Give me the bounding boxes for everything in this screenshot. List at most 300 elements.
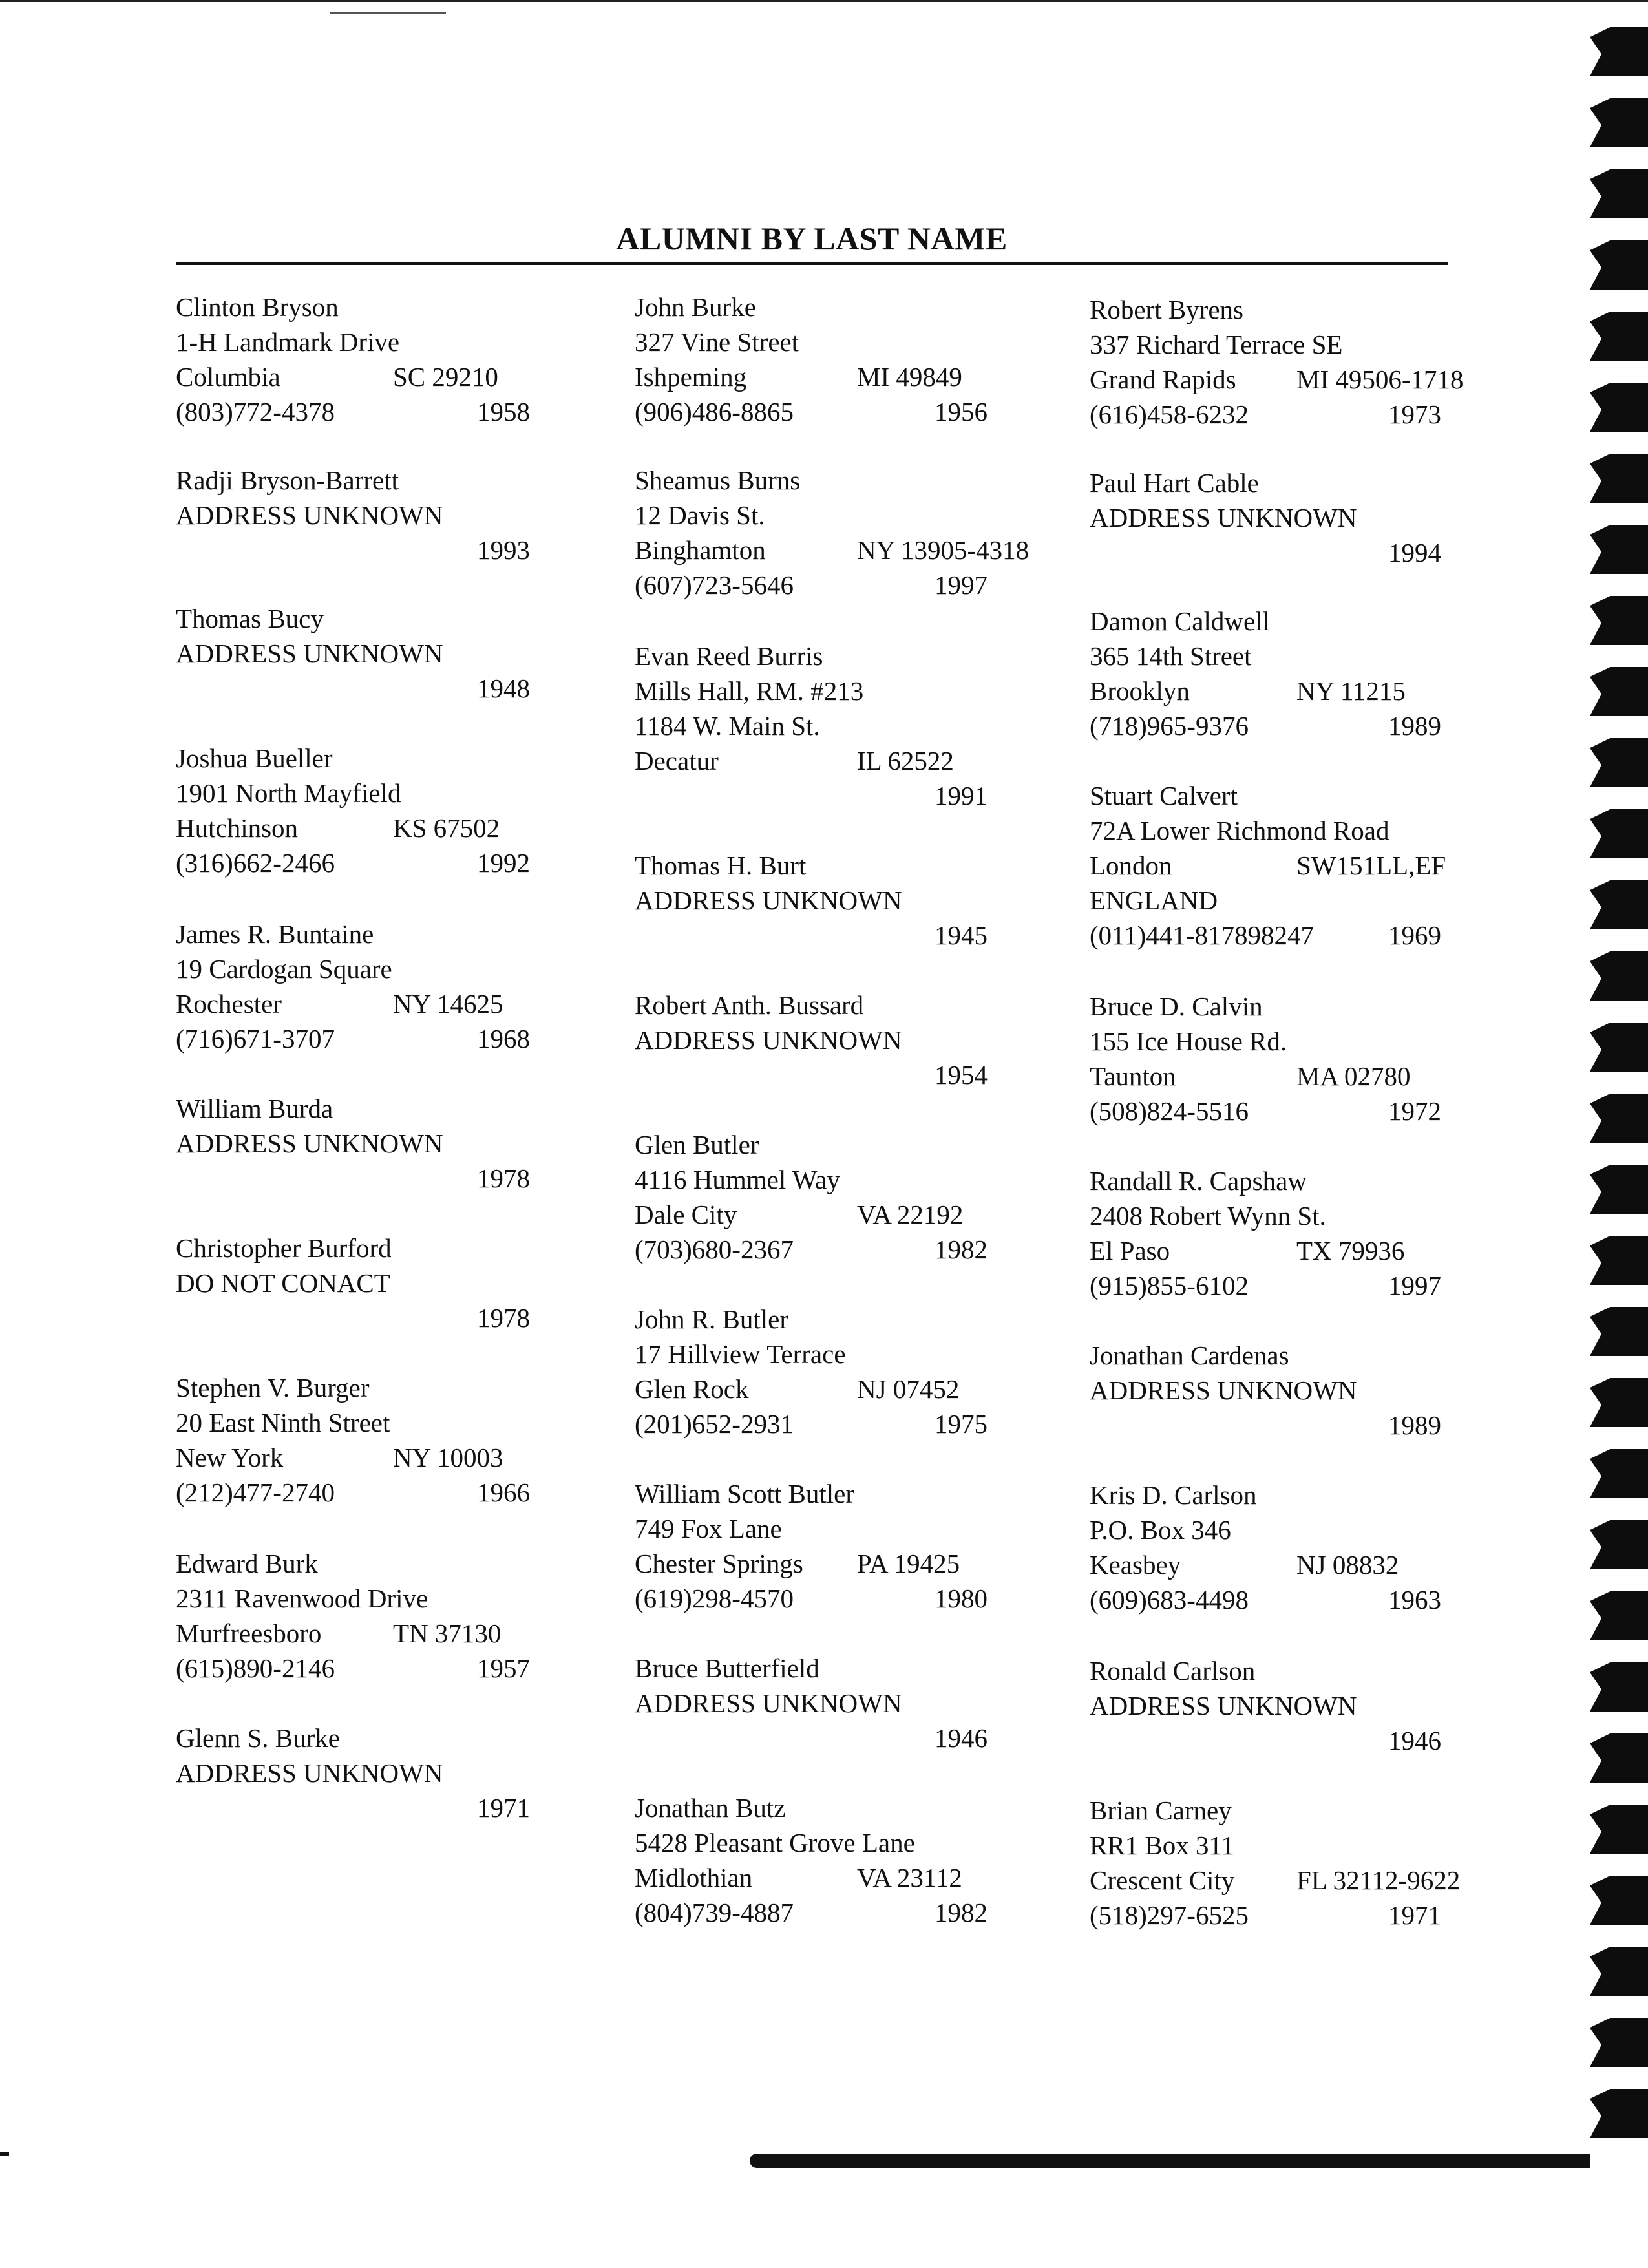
binding-tab <box>1590 2018 1648 2067</box>
alumni-detail-line <box>1090 1723 1493 1758</box>
address-line: 337 Richard Terrace SE <box>1090 330 1343 359</box>
address-line: New York <box>176 1443 284 1472</box>
alumni-name: Randall R. Capshaw <box>1090 1166 1307 1196</box>
alumni-name: John Burke <box>635 292 756 322</box>
address-line: Glen Rock <box>635 1374 749 1404</box>
alumni-detail-line <box>635 778 1039 813</box>
alumni-name: William Scott Butler <box>635 1479 854 1509</box>
alumni-entry <box>635 848 1039 953</box>
class-year: 1954 <box>935 1060 988 1090</box>
binding-tab <box>1590 525 1648 574</box>
alumni-detail-line <box>176 1616 582 1651</box>
alumni-name-line <box>635 1651 1039 1686</box>
alumni-detail-line <box>176 671 582 706</box>
class-year: 1989 <box>1388 1410 1441 1440</box>
state-zip: MI 49849 <box>857 362 962 392</box>
address-line: Ishpeming <box>635 362 747 392</box>
address-line: Rochester <box>176 989 282 1019</box>
alumni-entry <box>1090 292 1493 432</box>
binding-tab <box>1590 1662 1648 1712</box>
state-zip: MI 49506-1718 <box>1296 365 1464 394</box>
binding-tab <box>1590 1947 1648 1996</box>
phone-number: (703)680-2367 <box>635 1235 794 1264</box>
alumni-detail-line <box>176 1161 582 1196</box>
class-year: 1971 <box>1388 1900 1441 1930</box>
class-year: 1956 <box>935 397 988 427</box>
binding-tab <box>1590 1520 1648 1569</box>
alumni-entry <box>176 1721 582 1825</box>
alumni-name: John R. Butler <box>635 1304 789 1334</box>
alumni-detail-line <box>635 498 1039 533</box>
binding-tab <box>1590 1165 1648 1214</box>
alumni-detail-line <box>635 1895 1039 1930</box>
alumni-entry <box>635 1651 1039 1755</box>
alumni-detail-line <box>1090 1828 1493 1863</box>
address-line: London <box>1090 851 1172 880</box>
phone-number: (518)297-6525 <box>1090 1900 1249 1930</box>
address-line: ADDRESS UNKNOWN <box>635 1025 902 1055</box>
state-zip: TX 79936 <box>1296 1236 1405 1266</box>
alumni-name-line <box>176 290 582 324</box>
alumni-name: Edward Burk <box>176 1549 318 1578</box>
class-year: 1994 <box>1388 538 1441 567</box>
binding-tab <box>1590 1094 1648 1143</box>
alumni-detail-line <box>176 1581 582 1616</box>
alumni-entry <box>176 1091 582 1196</box>
alumni-detail-line <box>176 986 582 1021</box>
alumni-detail-line <box>176 1126 582 1161</box>
alumni-entry <box>635 639 1039 813</box>
alumni-entry <box>176 741 582 880</box>
phone-number: (915)855-6102 <box>1090 1271 1249 1300</box>
phone-number: (619)298-4570 <box>635 1584 794 1613</box>
class-year: 1973 <box>1388 399 1441 429</box>
alumni-detail-line <box>176 359 582 394</box>
address-line: RR1 Box 311 <box>1090 1830 1235 1860</box>
state-zip: NY 10003 <box>393 1443 503 1472</box>
alumni-name-line <box>635 1127 1039 1162</box>
alumni-detail-line <box>176 1790 582 1825</box>
alumni-name: Clinton Bryson <box>176 292 339 322</box>
class-year: 1946 <box>935 1723 988 1753</box>
alumni-name: Stephen V. Burger <box>176 1373 370 1403</box>
alumni-name: Evan Reed Burris <box>635 641 823 671</box>
alumni-detail-line <box>1090 1688 1493 1723</box>
alumni-detail-line <box>635 1057 1039 1092</box>
phone-number: (316)662-2466 <box>176 848 335 878</box>
alumni-name-line <box>176 1091 582 1126</box>
alumni-detail-line <box>1090 1024 1493 1059</box>
address-line: 1184 W. Main St. <box>635 711 820 741</box>
address-line: 327 Vine Street <box>635 327 799 357</box>
phone-number: (607)723-5646 <box>635 570 794 600</box>
alumni-detail-line <box>635 918 1039 953</box>
alumni-name-line <box>176 917 582 951</box>
class-year: 1975 <box>935 1409 988 1439</box>
class-year: 1945 <box>935 920 988 950</box>
address-line: 12 Davis St. <box>635 500 765 530</box>
alumni-detail-line <box>1090 500 1493 535</box>
address-line: 2408 Robert Wynn St. <box>1090 1201 1326 1231</box>
alumni-detail-line <box>176 1475 582 1510</box>
alumni-detail-line <box>635 1546 1039 1581</box>
alumni-detail-line <box>1090 1373 1493 1408</box>
address-line: 155 Ice House Rd. <box>1090 1026 1287 1056</box>
alumni-detail-line <box>176 1651 582 1686</box>
class-year: 1972 <box>1388 1096 1441 1126</box>
alumni-name: Paul Hart Cable <box>1090 468 1259 498</box>
class-year: 1978 <box>477 1163 530 1193</box>
alumni-detail-line <box>176 498 582 533</box>
alumni-name-line <box>176 741 582 776</box>
alumni-name-line <box>176 1721 582 1755</box>
alumni-name-line <box>1090 1653 1493 1688</box>
alumni-name-line <box>635 1302 1039 1337</box>
alumni-name: Brian Carney <box>1090 1796 1232 1825</box>
alumni-detail-line <box>1090 1198 1493 1233</box>
address-line: Murfreesboro <box>176 1618 322 1648</box>
address-line: ADDRESS UNKNOWN <box>176 500 443 530</box>
address-line: Mills Hall, RM. #213 <box>635 676 864 706</box>
binding-tab <box>1590 809 1648 858</box>
class-year: 1963 <box>1388 1585 1441 1615</box>
alumni-detail-line <box>1090 883 1493 918</box>
binding-tab <box>1590 1805 1648 1854</box>
alumni-name-line <box>1090 778 1493 813</box>
class-year: 1971 <box>477 1793 530 1823</box>
class-year: 1997 <box>935 570 988 600</box>
address-line: Decatur <box>635 746 719 776</box>
alumni-name: William Burda <box>176 1094 333 1123</box>
alumni-detail-line <box>1090 362 1493 397</box>
alumni-name: Christopher Burford <box>176 1233 392 1263</box>
class-year: 1993 <box>477 535 530 565</box>
binding-tab <box>1590 1733 1648 1783</box>
alumni-detail-line <box>176 636 582 671</box>
binding-tab <box>1590 951 1648 1001</box>
alumni-detail-line <box>1090 1094 1493 1129</box>
state-zip: TN 37130 <box>393 1618 502 1648</box>
alumni-name: Stuart Calvert <box>1090 781 1238 811</box>
address-line: Hutchinson <box>176 813 299 843</box>
address-line: 4116 Hummel Way <box>635 1165 840 1194</box>
state-zip: KS 67502 <box>393 813 500 843</box>
address-line: Midlothian <box>635 1863 753 1892</box>
address-line: ADDRESS UNKNOWN <box>176 1129 443 1158</box>
binding-tab <box>1590 1876 1648 1925</box>
address-line: Grand Rapids <box>1090 365 1236 394</box>
alumni-detail-line <box>176 1300 582 1335</box>
phone-number: (011)441-817898247 <box>1090 920 1314 950</box>
address-line: ADDRESS UNKNOWN <box>635 1688 902 1718</box>
alumni-name-line <box>176 463 582 498</box>
alumni-entry <box>1090 1338 1493 1443</box>
address-line: Binghamton <box>635 535 766 565</box>
alumni-detail-line <box>635 1511 1039 1546</box>
alumni-name: Thomas H. Burt <box>635 851 807 880</box>
address-line: 19 Cardogan Square <box>176 954 392 984</box>
address-line: 365 14th Street <box>1090 641 1252 671</box>
alumni-entry <box>176 463 582 567</box>
address-line: Keasbey <box>1090 1550 1181 1580</box>
alumni-detail-line <box>176 811 582 845</box>
alumni-name: Joshua Bueller <box>176 743 333 773</box>
binding-tab <box>1590 596 1648 645</box>
alumni-detail-line <box>1090 1863 1493 1898</box>
alumni-name-line <box>1090 465 1493 500</box>
alumni-entry <box>635 988 1039 1092</box>
alumni-detail-line <box>176 951 582 986</box>
class-year: 1992 <box>477 848 530 878</box>
phone-number: (716)671-3707 <box>176 1024 335 1054</box>
alumni-entry <box>635 463 1039 602</box>
phone-number: (616)458-6232 <box>1090 399 1249 429</box>
alumni-entry <box>176 1546 582 1686</box>
address-line: ADDRESS UNKNOWN <box>1090 1375 1357 1405</box>
alumni-name: Damon Caldwell <box>1090 606 1270 636</box>
alumni-entry <box>176 290 582 429</box>
state-zip: MA 02780 <box>1296 1061 1411 1091</box>
address-line: ADDRESS UNKNOWN <box>176 639 443 668</box>
alumni-entry <box>1090 604 1493 743</box>
alumni-detail-line <box>635 1162 1039 1197</box>
alumni-name: Glen Butler <box>635 1130 759 1160</box>
alumni-entry <box>176 917 582 1056</box>
address-line: P.O. Box 346 <box>1090 1515 1231 1545</box>
alumni-detail-line <box>176 1021 582 1056</box>
binding-tab <box>1590 98 1648 147</box>
alumni-detail-line <box>1090 1059 1493 1094</box>
alumni-name-line <box>635 988 1039 1023</box>
alumni-name-line <box>635 290 1039 324</box>
binding-tab <box>1590 880 1648 929</box>
class-year: 1946 <box>1388 1726 1441 1755</box>
phone-number: (804)739-4887 <box>635 1898 794 1927</box>
alumni-detail-line <box>1090 1233 1493 1268</box>
alumni-name-line <box>176 601 582 636</box>
address-line: Taunton <box>1090 1061 1176 1091</box>
alumni-detail-line <box>1090 535 1493 570</box>
class-year: 1969 <box>1388 920 1441 950</box>
alumni-detail-line <box>176 1440 582 1475</box>
alumni-name: Bruce D. Calvin <box>1090 991 1263 1021</box>
alumni-detail-line <box>1090 1547 1493 1582</box>
alumni-entry <box>1090 1653 1493 1758</box>
alumni-entry <box>635 1790 1039 1930</box>
alumni-name-line <box>1090 292 1493 327</box>
alumni-name: Ronald Carlson <box>1090 1656 1256 1686</box>
address-line: 72A Lower Richmond Road <box>1090 816 1389 845</box>
alumni-detail-line <box>635 1686 1039 1721</box>
alumni-name-line <box>635 1790 1039 1825</box>
alumni-detail-line <box>176 533 582 567</box>
phone-number: (615)890-2146 <box>176 1653 335 1683</box>
alumni-name-line <box>635 1476 1039 1511</box>
class-year: 1989 <box>1388 711 1441 741</box>
alumni-name-line <box>635 848 1039 883</box>
alumni-detail-line <box>635 324 1039 359</box>
binding-tab <box>1590 1023 1648 1072</box>
alumni-detail-line <box>635 533 1039 567</box>
alumni-detail-line <box>635 1023 1039 1057</box>
alumni-name: Jonathan Cardenas <box>1090 1341 1289 1370</box>
alumni-detail-line <box>635 359 1039 394</box>
alumni-name: Kris D. Carlson <box>1090 1480 1257 1510</box>
binding-tab <box>1590 1378 1648 1427</box>
alumni-detail-line <box>176 1755 582 1790</box>
phone-number: (508)824-5516 <box>1090 1096 1249 1126</box>
alumni-entry <box>635 1302 1039 1441</box>
binding-tab <box>1590 738 1648 787</box>
alumni-name: Jonathan Butz <box>635 1793 786 1823</box>
page-heading <box>176 216 1448 265</box>
state-zip: NY 11215 <box>1296 676 1406 706</box>
alumni-detail-line <box>635 673 1039 708</box>
state-zip: NJ 08832 <box>1296 1550 1399 1580</box>
address-line: 5428 Pleasant Grove Lane <box>635 1828 915 1858</box>
state-zip: SW151LL,EF <box>1296 851 1446 880</box>
state-zip: SC 29210 <box>393 362 498 392</box>
alumni-detail-line <box>176 1266 582 1300</box>
class-year: 1948 <box>477 673 530 703</box>
address-line: 749 Fox Lane <box>635 1514 782 1543</box>
alumni-name: Radji Bryson-Barrett <box>176 465 399 495</box>
class-year: 1991 <box>935 781 988 811</box>
class-year: 1997 <box>1388 1271 1441 1300</box>
alumni-entry <box>176 1231 582 1335</box>
class-year: 1958 <box>477 397 530 427</box>
address-line: Crescent City <box>1090 1865 1235 1895</box>
binding-tab <box>1590 312 1648 361</box>
alumni-detail-line <box>176 394 582 429</box>
address-line: 1-H Landmark Drive <box>176 327 400 357</box>
scan-mark <box>330 12 446 14</box>
binding-tab <box>1590 1591 1648 1640</box>
alumni-name-line <box>1090 1478 1493 1512</box>
alumni-entry <box>1090 1478 1493 1617</box>
alumni-name-line <box>1090 1163 1493 1198</box>
state-zip: NY 14625 <box>393 989 503 1019</box>
alumni-name: Thomas Bucy <box>176 604 324 633</box>
alumni-detail-line <box>1090 918 1493 953</box>
state-zip: IL 62522 <box>857 746 954 776</box>
class-year: 1966 <box>477 1478 530 1507</box>
state-zip: FL 32112-9622 <box>1296 1865 1461 1895</box>
address-line: 17 Hillview Terrace <box>635 1339 846 1369</box>
binding-tab <box>1590 1236 1648 1285</box>
alumni-detail-line <box>635 1337 1039 1372</box>
alumni-detail-line <box>635 1406 1039 1441</box>
alumni-detail-line <box>1090 397 1493 432</box>
alumni-name: James R. Buntaine <box>176 919 374 949</box>
binding-tab <box>1590 2089 1648 2138</box>
state-zip: NJ 07452 <box>857 1374 960 1404</box>
spiral-binding <box>1577 19 1648 2165</box>
phone-number: (201)652-2931 <box>635 1409 794 1439</box>
alumni-detail-line <box>635 743 1039 778</box>
phone-number: (718)965-9376 <box>1090 711 1249 741</box>
class-year: 1978 <box>477 1303 530 1333</box>
address-line: ENGLAND <box>1090 885 1218 915</box>
alumni-name-line <box>176 1231 582 1266</box>
alumni-detail-line <box>635 1581 1039 1616</box>
binding-tab <box>1590 1449 1648 1498</box>
state-zip: VA 23112 <box>857 1863 962 1892</box>
address-line: DO NOT CONACT <box>176 1268 390 1298</box>
alumni-name: Robert Byrens <box>1090 295 1243 324</box>
alumni-name: Bruce Butterfield <box>635 1653 819 1683</box>
alumni-detail-line <box>635 1825 1039 1860</box>
page-title: ALUMNI BY LAST NAME <box>616 220 1008 257</box>
alumni-detail-line <box>1090 1898 1493 1933</box>
alumni-detail-line <box>1090 639 1493 673</box>
address-line: Dale City <box>635 1200 737 1229</box>
alumni-entry <box>635 1476 1039 1616</box>
alumni-detail-line <box>176 1405 582 1440</box>
alumni-entry <box>1090 465 1493 570</box>
state-zip: PA 19425 <box>857 1549 960 1578</box>
alumni-detail-line <box>1090 1582 1493 1617</box>
alumni-detail-line <box>635 708 1039 743</box>
alumni-detail-line <box>176 776 582 811</box>
alumni-detail-line <box>1090 848 1493 883</box>
address-line: El Paso <box>1090 1236 1170 1266</box>
alumni-detail-line <box>1090 1408 1493 1443</box>
state-zip: NY 13905-4318 <box>857 535 1030 565</box>
alumni-name-line <box>635 463 1039 498</box>
binding-tab <box>1590 667 1648 716</box>
phone-number: (212)477-2740 <box>176 1478 335 1507</box>
binding-tab <box>1590 454 1648 503</box>
alumni-name-line <box>1090 1338 1493 1373</box>
address-line: Chester Springs <box>635 1549 803 1578</box>
alumni-detail-line <box>635 883 1039 918</box>
binding-tab <box>1590 240 1648 290</box>
address-line: ADDRESS UNKNOWN <box>1090 503 1357 533</box>
alumni-entry <box>176 601 582 706</box>
class-year: 1982 <box>935 1898 988 1927</box>
class-year: 1982 <box>935 1235 988 1264</box>
alumni-detail-line <box>635 1860 1039 1895</box>
alumni-detail-line <box>1090 327 1493 362</box>
alumni-detail-line <box>635 1232 1039 1267</box>
alumni-name: Robert Anth. Bussard <box>635 990 864 1020</box>
alumni-name-line <box>1090 1793 1493 1828</box>
alumni-detail-line <box>1090 813 1493 848</box>
alumni-detail-line <box>1090 1268 1493 1303</box>
alumni-entry <box>1090 1793 1493 1933</box>
address-line: 2311 Ravenwood Drive <box>176 1584 428 1613</box>
binding-tab <box>1590 169 1648 218</box>
alumni-name-line <box>176 1370 582 1405</box>
alumni-detail-line <box>176 324 582 359</box>
scan-shadow <box>750 2154 1590 2168</box>
state-zip: VA 22192 <box>857 1200 964 1229</box>
alumni-name-line <box>1090 604 1493 639</box>
binding-tab <box>1590 1307 1648 1356</box>
class-year: 1957 <box>477 1653 530 1683</box>
alumni-entry <box>1090 778 1493 953</box>
scan-mark <box>0 2152 9 2156</box>
alumni-detail-line <box>1090 673 1493 708</box>
alumni-name: Sheamus Burns <box>635 465 801 495</box>
alumni-detail-line <box>635 567 1039 602</box>
alumni-detail-line <box>635 394 1039 429</box>
address-line: Columbia <box>176 362 280 392</box>
binding-tab <box>1590 383 1648 432</box>
alumni-entry <box>176 1370 582 1510</box>
phone-number: (906)486-8865 <box>635 397 794 427</box>
